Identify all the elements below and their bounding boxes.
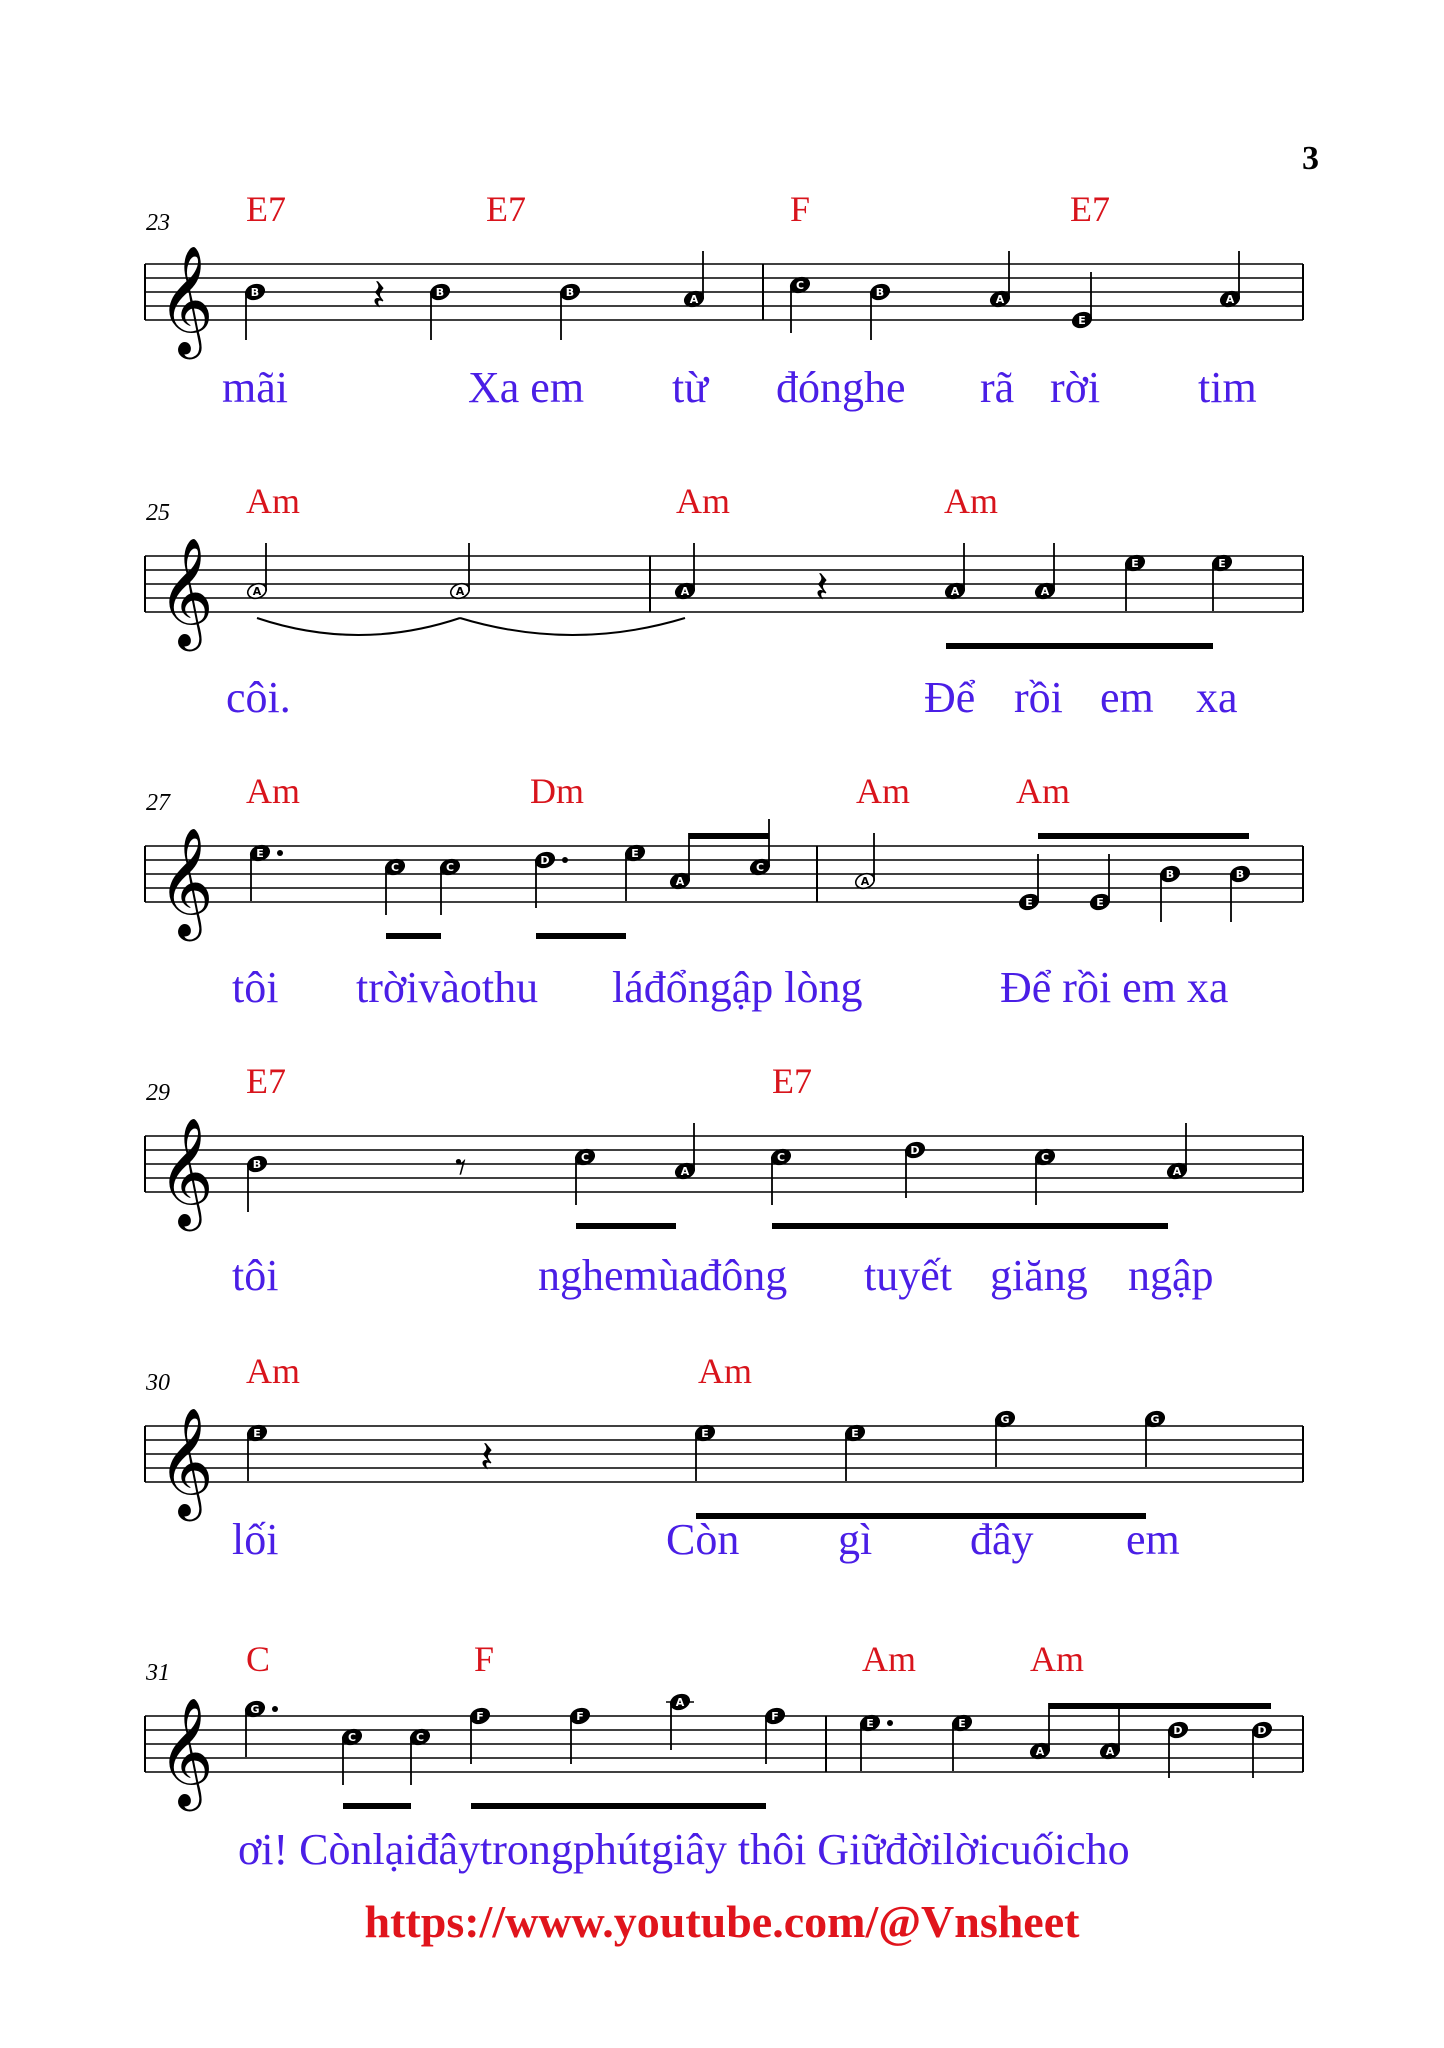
note-letter: A <box>455 585 465 598</box>
quarter-rest-icon: 𝄽 <box>372 270 386 321</box>
note-letter: D <box>540 854 550 867</box>
note-letter: D <box>1257 1724 1267 1737</box>
lyric-syllable: rã <box>980 363 1015 412</box>
quarter-rest-icon: 𝄽 <box>815 562 829 613</box>
measure-number: 30 <box>146 1370 170 1396</box>
footer-url[interactable]: https://www.youtube.com/@Vnsheet <box>364 1896 1080 1947</box>
lyric-syllable: rồi <box>1014 673 1063 722</box>
note-letter: F <box>476 1710 484 1723</box>
dot <box>887 1720 893 1726</box>
note-letter: C <box>347 1731 357 1744</box>
treble-clef-icon: 𝄞 <box>158 1698 214 1807</box>
lyric-syllable: côi. <box>226 673 291 722</box>
treble-clef-icon: 𝄞 <box>158 246 214 355</box>
note-letter: D <box>910 1144 920 1157</box>
chord-symbol: F <box>474 1639 495 1679</box>
note-letter: C <box>776 1151 786 1164</box>
note-letter: E <box>256 847 264 860</box>
chord-symbol: Am <box>1016 771 1070 811</box>
note-letter: E <box>851 1427 859 1440</box>
note-letter: C <box>445 861 455 874</box>
lyric-syllable: mãi <box>222 363 288 412</box>
lyric-syllable: Còn <box>666 1515 740 1564</box>
note-letter: E <box>958 1717 966 1730</box>
tie <box>460 618 685 635</box>
measure-number: 29 <box>146 1080 170 1106</box>
lyric-syllable: em <box>1126 1515 1180 1564</box>
note-letter: A <box>1040 585 1050 598</box>
note-letter: B <box>875 286 885 299</box>
chord-symbol: Dm <box>530 771 584 811</box>
note-letter: A <box>252 585 262 598</box>
note-letter: B <box>250 286 260 299</box>
quarter-rest-icon: 𝄽 <box>480 1432 494 1483</box>
lyric-syllable: tuyết <box>864 1251 952 1300</box>
chord-symbol: Am <box>856 771 910 811</box>
chord-symbol: C <box>246 1639 271 1679</box>
chord-symbol: E7 <box>486 189 526 229</box>
lyric-syllable: xa <box>1196 673 1238 722</box>
note-letter: B <box>252 1158 262 1171</box>
note-letter: F <box>771 1710 779 1723</box>
treble-clef-icon: 𝄞 <box>158 538 214 647</box>
lyric-syllable: giăng <box>990 1251 1088 1300</box>
eighth-rest-icon: 𝄾 <box>455 1142 467 1193</box>
lyric-syllable: tim <box>1198 363 1257 412</box>
note-letter: C <box>795 279 805 292</box>
note-letter: A <box>675 1696 685 1709</box>
note-letter: A <box>680 1165 690 1178</box>
note-letter: A <box>1172 1165 1182 1178</box>
lyric-syllable: Để rồi em xa <box>1000 963 1229 1012</box>
treble-clef-icon: 𝄞 <box>158 828 214 937</box>
note-letter: E <box>1218 557 1226 570</box>
note-letter: D <box>1173 1724 1183 1737</box>
chord-symbol: E7 <box>246 189 286 229</box>
note-letter: E <box>253 1427 261 1440</box>
lyric-syllable: ngập <box>1128 1251 1214 1300</box>
note-letter: C <box>415 1731 425 1744</box>
measure-number: 23 <box>146 210 170 236</box>
measure-number: 27 <box>146 790 170 816</box>
lyric-syllable: tôi <box>232 963 279 1012</box>
chord-symbol: Am <box>676 481 730 521</box>
note-letter: C <box>755 861 765 874</box>
chord-symbol: Am <box>698 1351 752 1391</box>
lyric-syllable: từ <box>672 363 709 412</box>
measure-number: 25 <box>146 500 170 526</box>
note-letter: G <box>1000 1413 1010 1426</box>
note-letter: B <box>565 286 575 299</box>
note-letter: G <box>250 1703 260 1716</box>
chord-symbol: Am <box>944 481 998 521</box>
chord-symbol: Am <box>246 771 300 811</box>
dot <box>272 1706 278 1712</box>
note-letter: A <box>1035 1745 1045 1758</box>
note-letter: A <box>689 293 699 306</box>
lyric-syllable: nghemùađông <box>538 1251 788 1300</box>
note-letter: E <box>1078 314 1086 327</box>
page-number: 3 <box>1302 140 1319 177</box>
note-letter: E <box>1131 557 1139 570</box>
dot <box>562 857 568 863</box>
note-letter: A <box>1105 1745 1115 1758</box>
note-letter: A <box>680 585 690 598</box>
lyric-syllable: đây <box>970 1515 1034 1564</box>
lyric-syllable: đónghe <box>776 363 906 412</box>
lyric-syllable: tôi <box>232 1251 279 1300</box>
treble-clef-icon: 𝄞 <box>158 1408 214 1517</box>
note-letter: B <box>1235 868 1245 881</box>
treble-clef-icon: 𝄞 <box>158 1118 214 1227</box>
lyric-syllable: rời <box>1050 363 1101 412</box>
note-letter: E <box>1025 896 1033 909</box>
note-letter: E <box>1096 896 1104 909</box>
note-letter: B <box>1165 868 1175 881</box>
chord-symbol: Am <box>862 1639 916 1679</box>
note-letter: A <box>860 875 870 888</box>
lyric-syllable: láđổngập lòng <box>612 963 863 1012</box>
lyric-syllable: em <box>1100 673 1154 722</box>
chord-symbol: F <box>790 189 811 229</box>
note-letter: F <box>576 1710 584 1723</box>
note-letter: C <box>390 861 400 874</box>
note-letter: B <box>435 286 445 299</box>
chord-symbol: E7 <box>246 1061 286 1101</box>
note-letter: E <box>701 1427 709 1440</box>
note-letter: C <box>1040 1151 1050 1164</box>
note-letter: G <box>1150 1413 1160 1426</box>
note-letter: A <box>995 293 1005 306</box>
lyric-syllable: trờivàothu <box>356 963 539 1012</box>
note-letter: A <box>675 875 685 888</box>
chord-symbol: Am <box>246 1351 300 1391</box>
lyric-syllable: lối <box>232 1515 279 1564</box>
lyric-line: ơi! Cònlạiđâytrongphútgiây thôi Giữđờilờicuốicho <box>238 1825 1130 1874</box>
note-letter: A <box>1225 293 1235 306</box>
lyric-syllable: Xa em <box>468 363 585 412</box>
chord-symbol: Am <box>1030 1639 1084 1679</box>
measure-number: 31 <box>146 1660 170 1686</box>
chord-symbol: E7 <box>1070 189 1110 229</box>
lyric-syllable: Để <box>924 673 976 722</box>
tie <box>257 618 460 635</box>
note-letter: E <box>631 847 639 860</box>
note-letter: A <box>950 585 960 598</box>
note-letter: C <box>580 1151 590 1164</box>
lyric-syllable: gì <box>838 1515 873 1564</box>
chord-symbol: Am <box>246 481 300 521</box>
chord-symbol: E7 <box>772 1061 812 1101</box>
note-letter: E <box>866 1717 874 1730</box>
dot <box>277 850 283 856</box>
